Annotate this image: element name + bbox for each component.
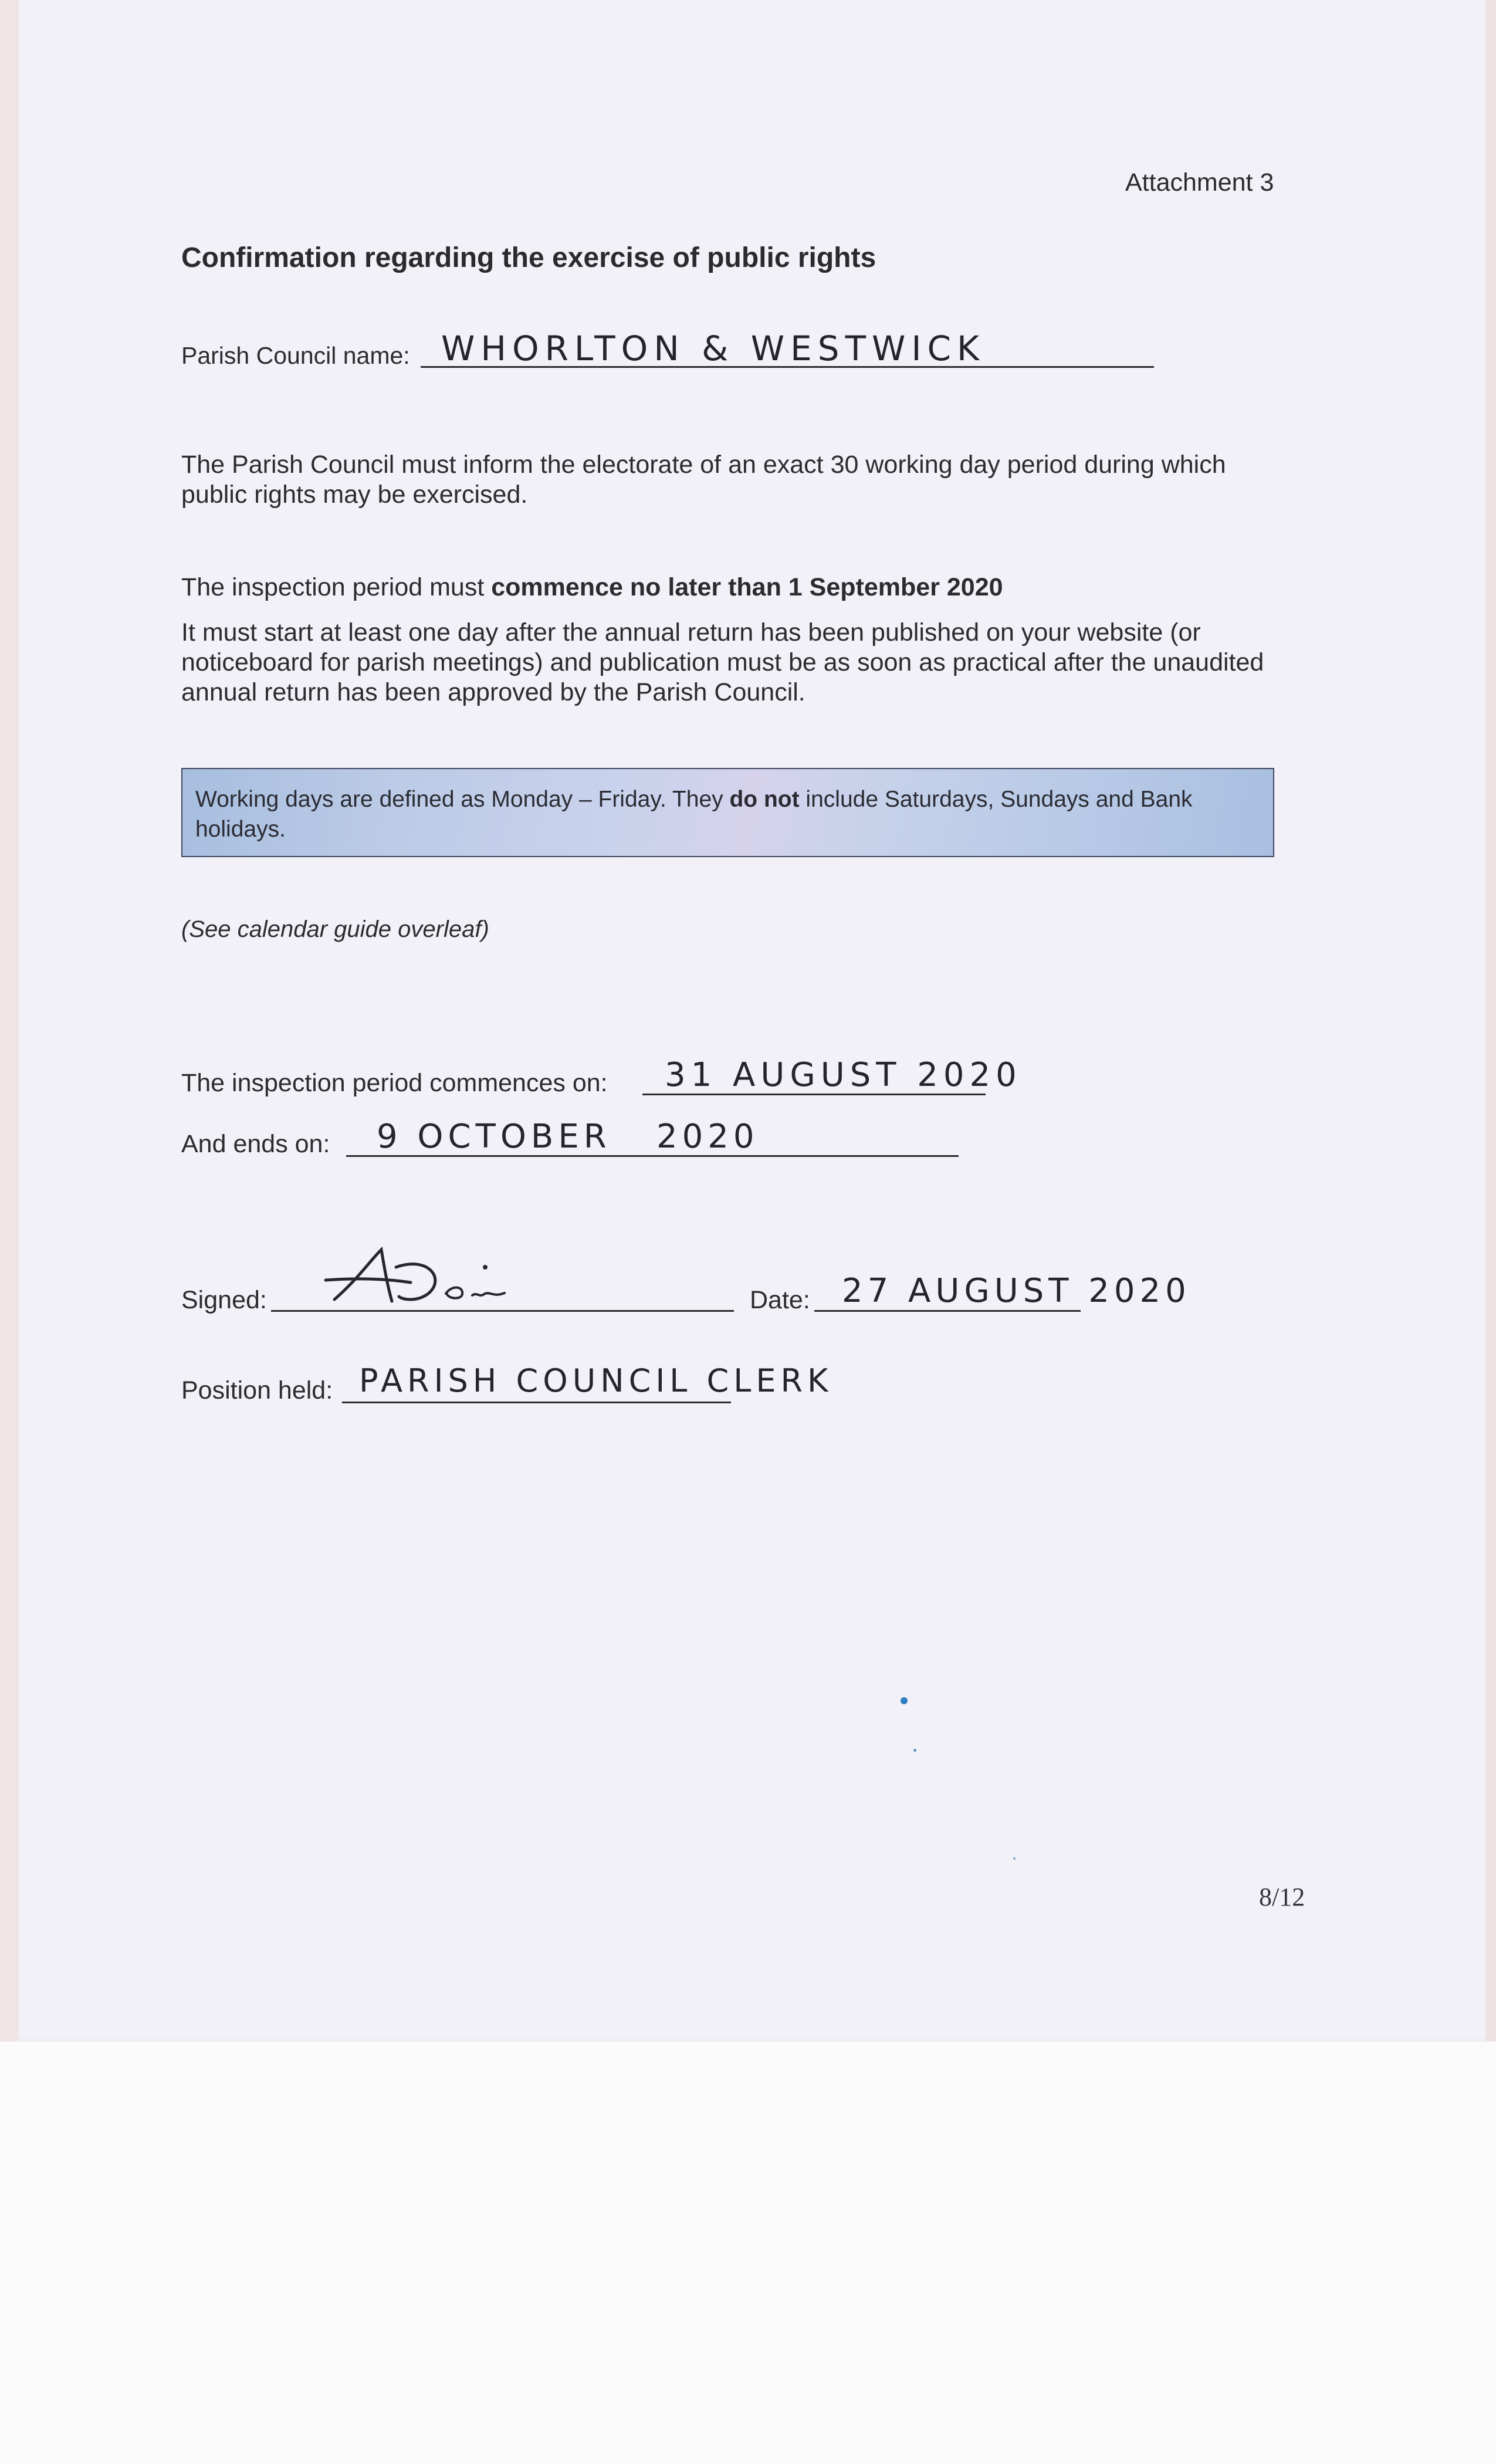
- scan-edge-left: [0, 0, 19, 2042]
- page-number: 8/12: [1259, 1883, 1305, 1911]
- attachment-label: Attachment 3: [1125, 168, 1274, 197]
- start-paragraph: It must start at least one day after the annual return has been published on your website (or noticeboard for parish meetings) and publication must be as soon as practical after the unaudited annual return has been approved by the Parish Council.: [181, 618, 1264, 706]
- inform-paragraph: The Parish Council must inform the electorate of an exact 30 working day period during which public rights may be exercised.: [181, 451, 1226, 509]
- commence-line: [181, 573, 1296, 603]
- scan-edge-right: [1485, 0, 1496, 2042]
- signature-mark: [323, 1244, 522, 1314]
- parish-council-label: Parish Council name:: [181, 342, 410, 369]
- signed-label: Signed:: [181, 1286, 267, 1314]
- commences-handwritten: 31 AUGUST 2020: [665, 1056, 1022, 1094]
- commences-label: The inspection period commences on:: [181, 1069, 608, 1097]
- date-label: Date:: [750, 1286, 810, 1314]
- position-line: [342, 1402, 731, 1403]
- note-suffix: include Saturdays, Sundays and Bank holidays.: [195, 787, 1193, 842]
- position-label: Position held:: [181, 1376, 333, 1404]
- ink-speck: [1013, 1857, 1016, 1860]
- commence-deadline: commence no later than 1 September 2020: [491, 573, 1003, 601]
- position-handwritten: PARISH COUNCIL CLERK: [359, 1362, 833, 1399]
- working-days-note: [181, 768, 1274, 857]
- page-title: Confirmation regarding the exercise of public rights: [181, 242, 876, 273]
- ends-label: And ends on:: [181, 1130, 330, 1158]
- note-bold: do not: [729, 787, 800, 812]
- commence-prefix: The inspection period must: [181, 573, 492, 601]
- note-prefix: Working days are defined as Monday – Friday. They: [195, 787, 730, 812]
- parish-council-handwritten: WHORLTON & WESTWICK: [441, 329, 986, 368]
- date-handwritten: 27 AUGUST 2020: [842, 1272, 1191, 1310]
- ink-speck: [901, 1697, 908, 1704]
- ends-handwritten: 9 OCTOBER 2020: [377, 1118, 759, 1156]
- date-line: [814, 1310, 1081, 1312]
- ink-speck: [913, 1749, 916, 1752]
- calendar-guide-note: (See calendar guide overleaf): [181, 916, 489, 942]
